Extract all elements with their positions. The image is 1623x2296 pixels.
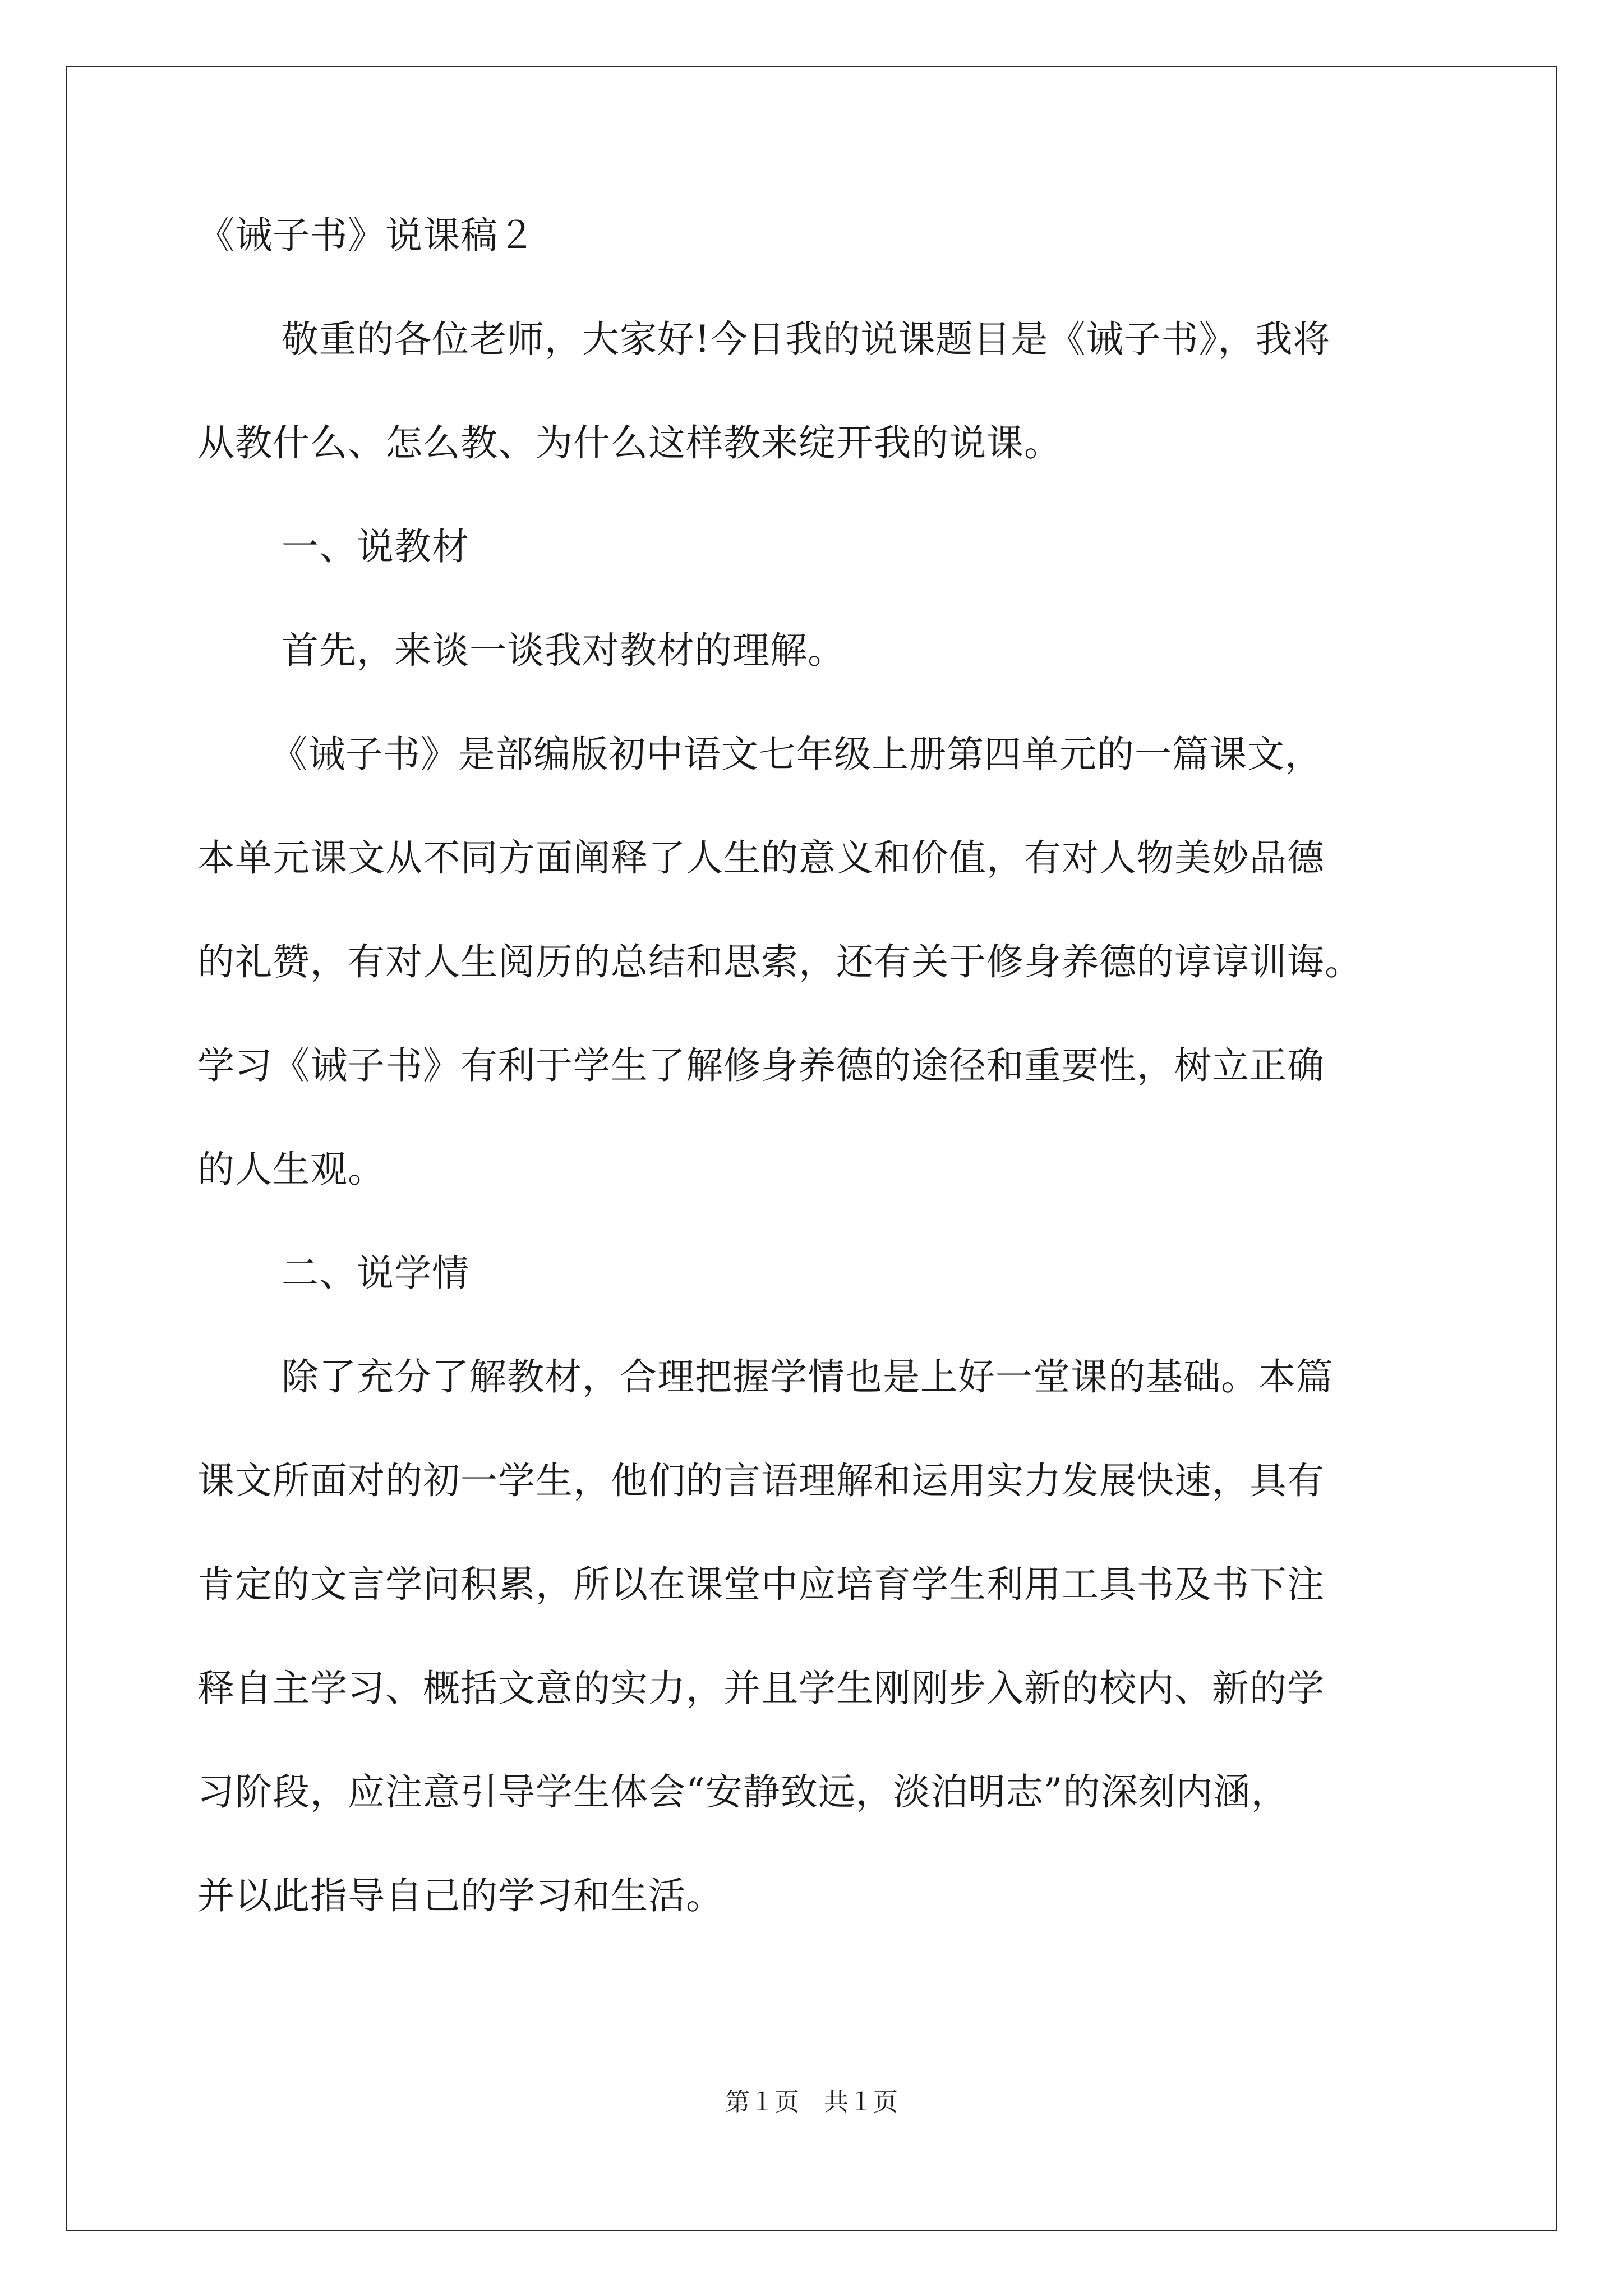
paragraph-line: 除了充分了解教材，合理把握学情也是上好一堂课的基础。本篇 <box>282 1355 1334 1398</box>
page-footer: 第１页 共１页 <box>725 2088 898 2116</box>
paragraph-line: 并以此指导自己的学习和生活。 <box>197 1874 723 1917</box>
paragraph-line: 习阶段，应注意引导学生体会“安静致远，淡泊明志”的深刻内涵， <box>197 1770 1289 1814</box>
paragraph-line: 学习《诫子书》有利于学生了解修身养德的途径和重要性，树立正确 <box>197 1044 1325 1087</box>
paragraph-line: 的人生观。 <box>197 1148 385 1191</box>
paragraph-line: 肯定的文言学问积累，所以在课堂中应培育学生利用工具书及书下注 <box>197 1563 1325 1606</box>
section-heading: 二、说学情 <box>282 1251 469 1295</box>
paragraph-line: 敬重的各位老师，大家好!今日我的说课题目是《诫子书》，我将 <box>282 318 1331 361</box>
paragraph-line: 本单元课文从不同方面阐释了人生的意义和价值，有对人物美妙品德 <box>197 836 1325 880</box>
paragraph-line: 的礼赞，有对人生阅历的总结和思索，还有关于修身养德的谆谆训诲。 <box>197 940 1362 983</box>
section-heading: 一、说教材 <box>282 525 469 568</box>
paragraph-line: 《诫子书》是部编版初中语文七年级上册第四单元的一篇课文， <box>270 733 1322 776</box>
paragraph-line: 课文所面对的初一学生，他们的言语理解和运用实力发展快速，具有 <box>197 1459 1325 1502</box>
document-title: 《诫子书》说课稿２ <box>197 214 536 257</box>
paragraph-line: 释自主学习、概括文意的实力，并且学生刚刚步入新的校内、新的学 <box>197 1667 1325 1710</box>
paragraph-line: 首先，来谈一谈我对教材的理解。 <box>282 629 845 672</box>
paragraph-line: 从教什么、怎么教、为什么这样教来绽开我的说课。 <box>197 421 1062 464</box>
